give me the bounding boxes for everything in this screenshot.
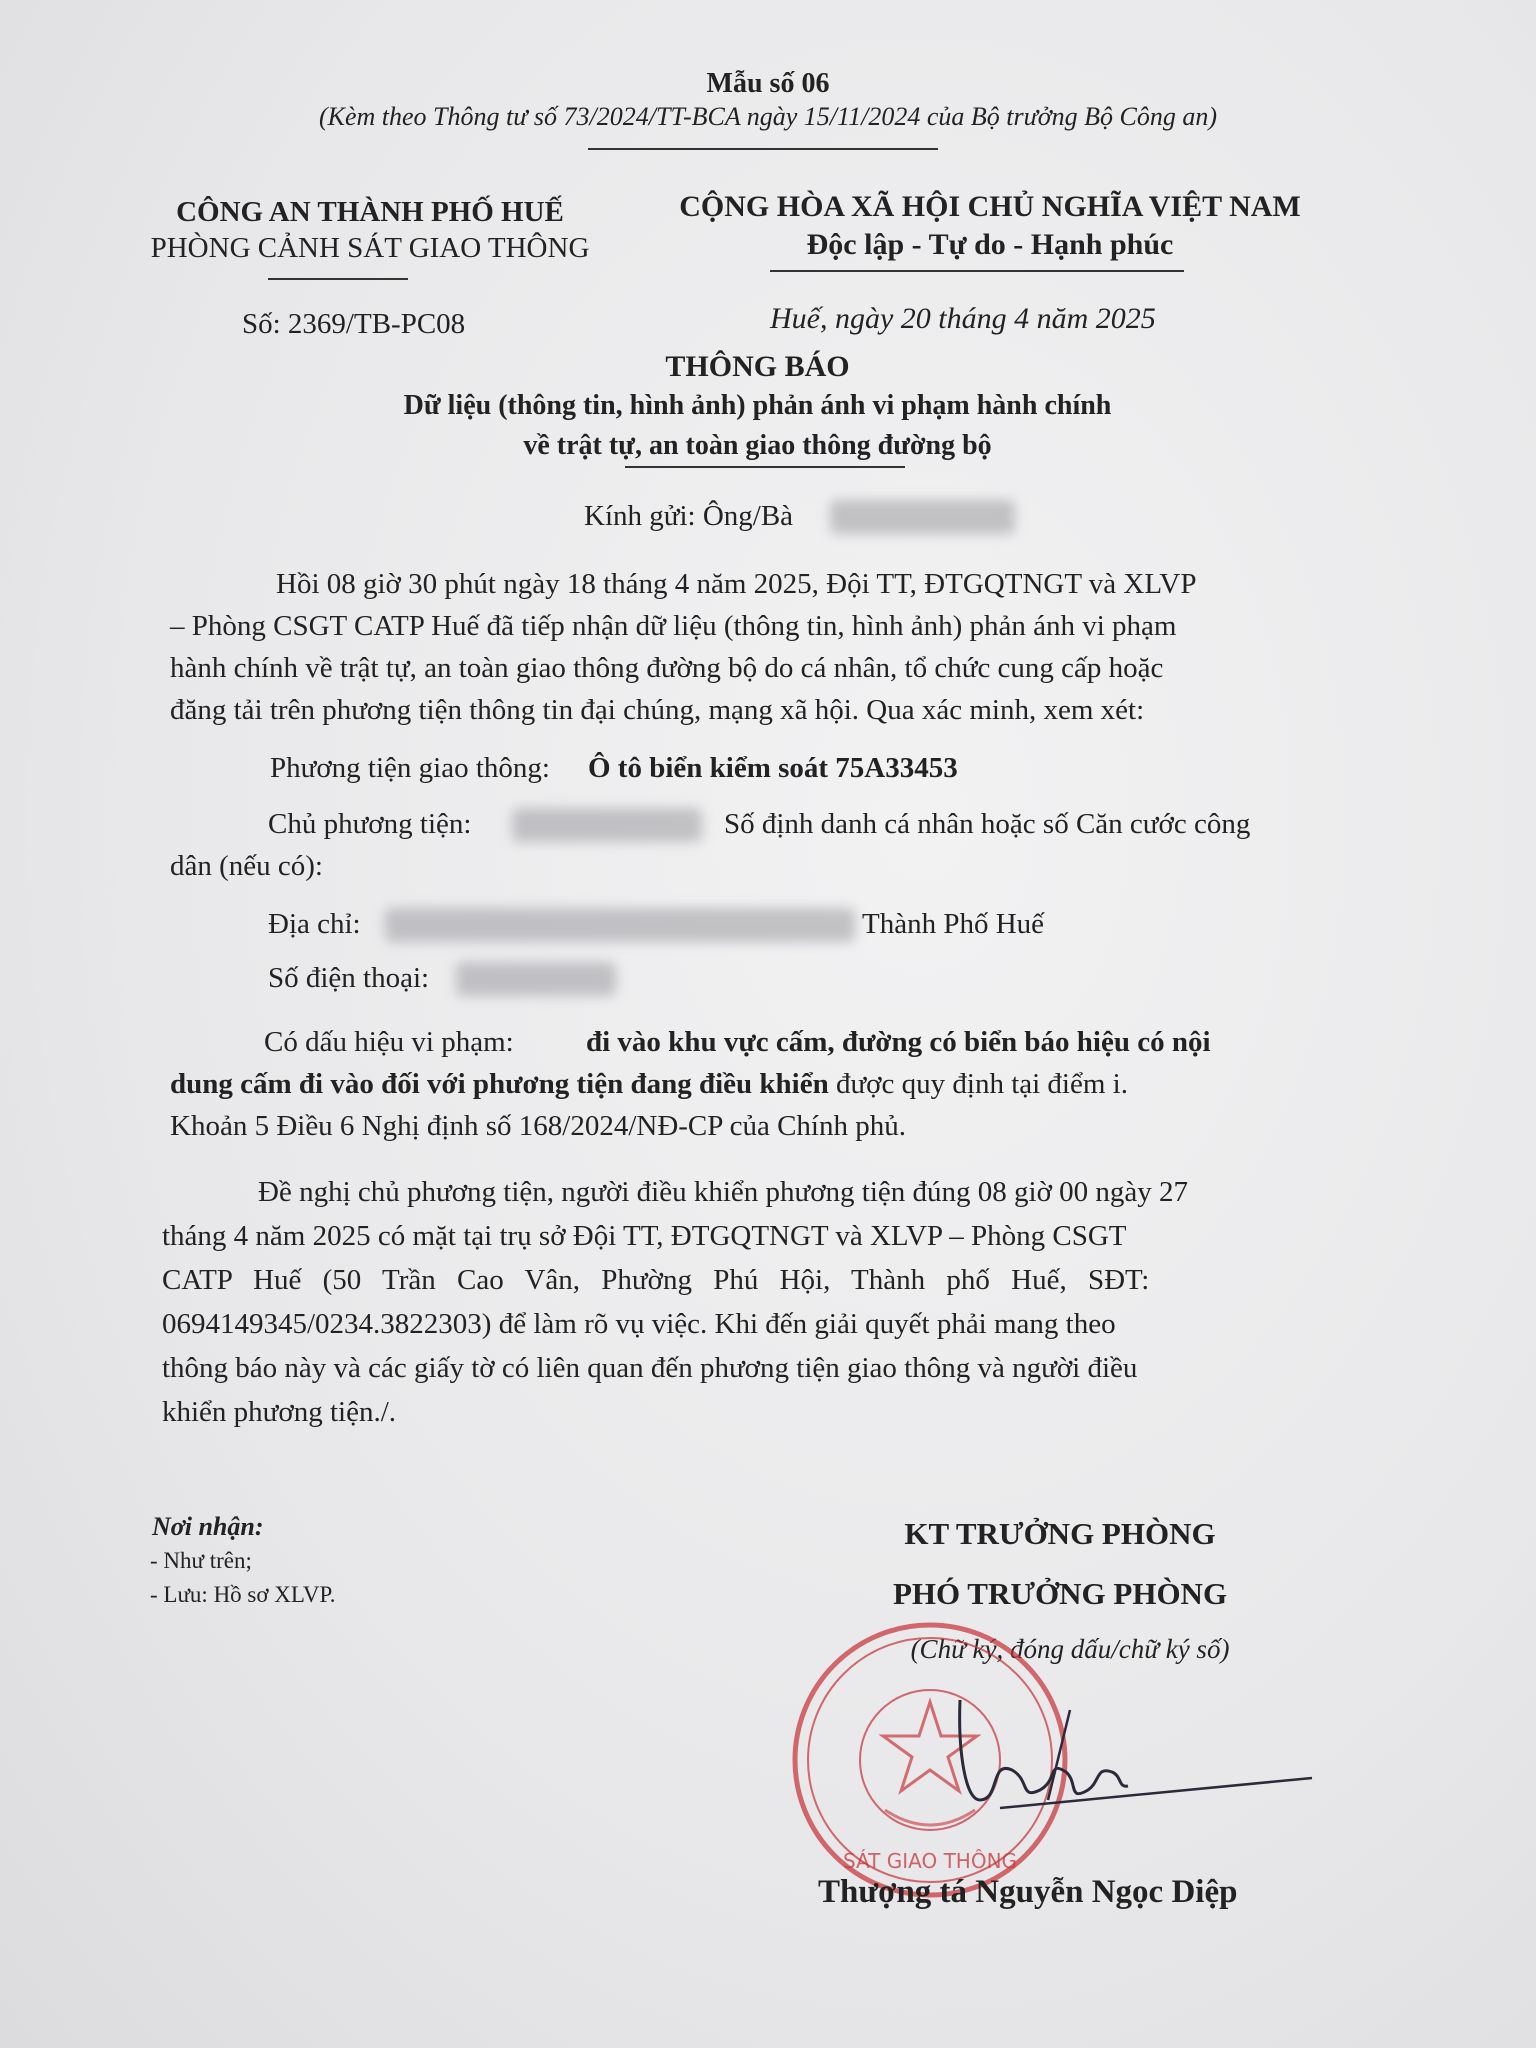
address-label: Địa chỉ: (268, 908, 361, 940)
signer-role-1: KT TRƯỞNG PHÒNG (904, 1516, 1216, 1551)
signature-note: (Chữ ký, đóng dấu/chữ ký số) (910, 1634, 1230, 1664)
divider (625, 466, 905, 468)
vehicle-label: Phương tiện giao thông: (270, 752, 550, 784)
violation-text-2: dung cấm đi vào đối với phương tiện đang điều khiển được quy định tại điểm i. (170, 1068, 1128, 1100)
body-line: tháng 4 năm 2025 có mặt tại trụ sở Đội TT, ĐTGQTNGT và XLVP – Phòng CSGT (162, 1220, 1127, 1252)
recipients-item: - Như trên; (150, 1548, 252, 1573)
document-date: Huế, ngày 20 tháng 4 năm 2025 (770, 302, 1156, 335)
violation-text-1: đi vào khu vực cấm, đường có biển báo hiệu có nội (586, 1026, 1211, 1058)
body-line: Đề nghị chủ phương tiện, người điều khiển phương tiện đúng 08 giờ 00 ngày 27 (258, 1176, 1189, 1208)
recipient-label: Kính gửi: Ông/Bà (584, 500, 794, 532)
body-line: hành chính về trật tự, an toàn giao thông đường bộ do cá nhân, tổ chức cung cấp hoặc (170, 652, 1164, 684)
body-line: – Phòng CSGT CATP Huế đã tiếp nhận dữ liệu (thông tin, hình ảnh) phản ánh vi phạm (170, 610, 1177, 642)
handwritten-signature (940, 1690, 1320, 1840)
agency-name: CÔNG AN THÀNH PHỐ HUẾ (176, 196, 564, 228)
divider (268, 278, 408, 280)
recipients-title: Nơi nhận: (152, 1512, 264, 1541)
owner-label: Chủ phương tiện: (268, 808, 472, 840)
owner-id-label-2: dân (nếu có): (170, 850, 323, 882)
recipients-item: - Lưu: Hồ sơ XLVP. (150, 1582, 336, 1607)
signer-role-2: PHÓ TRƯỞNG PHÒNG (892, 1576, 1228, 1611)
nation-name: CỘNG HÒA XÃ HỘI CHỦ NGHĨA VIỆT NAM (679, 190, 1301, 223)
phone-label: Số điện thoại: (268, 962, 430, 994)
body-line: đăng tải trên phương tiện thông tin đại chúng, mạng xã hội. Qua xác minh, xem xét: (170, 694, 1145, 726)
body-line: khiển phương tiện./. (162, 1396, 397, 1428)
redacted-address (385, 908, 855, 942)
divider (588, 148, 938, 150)
body-line: 0694149345/0234.3822303) để làm rõ vụ việc. Khi đến giải quyết phải mang theo (162, 1308, 1116, 1340)
owner-id-label: Số định danh cá nhân hoặc số Căn cước công (724, 808, 1251, 840)
redacted-phone (456, 962, 616, 996)
stamp-text: SÁT GIAO THÔNG (842, 1849, 1018, 1873)
document-number: Số: 2369/TB-PC08 (242, 308, 466, 340)
violation-label: Có dấu hiệu vi phạm: (264, 1026, 514, 1058)
page-title: THÔNG BÁO (665, 350, 850, 383)
body-line: Hồi 08 giờ 30 phút ngày 18 tháng 4 năm 2025, Đội TT, ĐTGQTNGT và XLVP (276, 568, 1197, 600)
nation-motto: Độc lập - Tự do - Hạnh phúc (806, 228, 1174, 261)
form-number: Mẫu số 06 (706, 68, 830, 99)
title-subject-1: Dữ liệu (thông tin, hình ảnh) phản ánh vi phạm hành chính (403, 390, 1112, 421)
body-line: thông báo này và các giấy tờ có liên quan đến phương tiện giao thông và người điều (162, 1352, 1138, 1384)
form-reference: (Kèm theo Thông tư số 73/2024/TT-BCA ngày 15/11/2024 của Bộ trưởng Bộ Công an) (318, 102, 1218, 131)
agency-department: PHÒNG CẢNH SÁT GIAO THÔNG (150, 232, 590, 264)
address-city: Thành Phố Huế (862, 908, 1045, 940)
redacted-name (830, 500, 1015, 534)
violation-text-3: Khoản 5 Điều 6 Nghị định số 168/2024/NĐ-CP của Chính phủ. (170, 1110, 906, 1142)
body-line: CATP Huế (50 Trần Cao Vân, Phường Phú Hội, Thành phố Huế, SĐT: (162, 1264, 1150, 1296)
divider (770, 270, 1184, 272)
redacted-owner (512, 808, 702, 842)
vehicle-value: Ô tô biển kiểm soát 75A33453 (588, 752, 958, 784)
signer-name: Thượng tá Nguyễn Ngọc Diệp (818, 1874, 1238, 1910)
title-subject-2: về trật tự, an toàn giao thông đường bộ (523, 430, 992, 461)
